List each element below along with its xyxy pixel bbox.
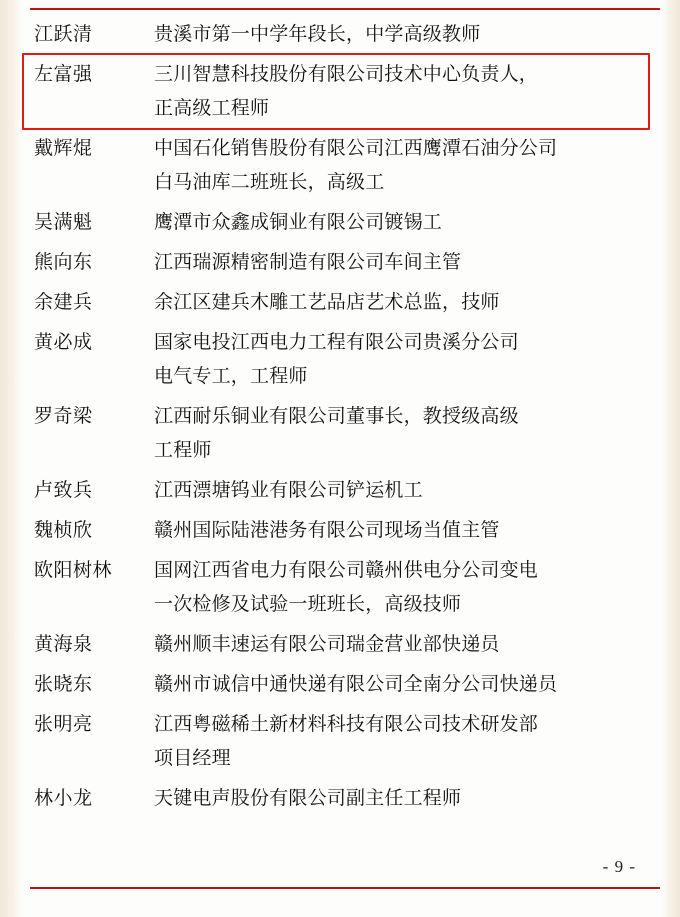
entry-name: 欧阳树林 [34,560,113,581]
list-item [34,400,644,468]
entry-name: 江跃清 [34,24,93,45]
entry-description-line: 三川智慧科技股份有限公司技术中心负责人， [154,64,539,85]
page-left-edge-shading [0,0,22,917]
entry-description-line: 贵溪市第一中学年段长，中学高级教师 [154,24,481,45]
entry-description-line: 江西粤磁稀土新材料科技有限公司技术研发部 [154,714,539,735]
entry-description-line: 项目经理 [154,748,231,769]
list-item [34,132,644,200]
entry-description [154,474,644,508]
entry-description-line: 中国石化销售股份有限公司江西鹰潭石油分公司 [154,138,558,159]
page-top-rule [30,8,660,10]
entry-name: 卢致兵 [34,480,93,501]
entry-description-line: 赣州顺丰速运有限公司瑞金营业部快递员 [154,634,500,655]
entry-name: 张晓东 [34,674,93,695]
entry-name: 林小龙 [34,788,93,809]
entry-description-line: 电气专工，工程师 [154,366,308,387]
entry-name: 张明亮 [34,714,93,735]
list-item [34,246,644,280]
entry-description-line: 赣州市诚信中通快递有限公司全南分公司快递员 [154,674,558,695]
entry-description [154,554,644,622]
entry-name: 黄海泉 [34,634,93,655]
entry-name: 吴满魁 [34,212,93,233]
list-item [34,782,644,816]
entry-description-line: 赣州国际陆港港务有限公司现场当值主管 [154,520,500,541]
entry-description-line: 国家电投江西电力工程有限公司贵溪分公司 [154,332,519,353]
list-item [34,708,644,776]
entry-description [154,668,644,702]
entry-description-line: 天键电声股份有限公司副主任工程师 [154,788,462,809]
page-right-edge-shading [662,0,680,917]
entry-name: 戴辉焜 [34,138,93,159]
entry-description [154,246,644,280]
page-bottom-rule [30,887,660,889]
list-item [34,514,644,548]
entry-description [154,708,644,776]
entry-description [154,400,644,468]
list-item [34,474,644,508]
list-item [34,326,644,394]
entry-name: 余建兵 [34,292,93,313]
entry-description-line: 一次检修及试验一班班长，高级技师 [154,594,462,615]
entry-description-line: 江西漂塘钨业有限公司铲运机工 [154,480,423,501]
entry-description [154,628,644,662]
entry-description-line: 余江区建兵木雕工艺品店艺术总监，技师 [154,292,500,313]
entry-description [154,286,644,320]
entry-description-line: 工程师 [154,440,212,461]
list-item-highlighted [34,58,644,126]
entry-name: 魏桢欣 [34,520,93,541]
entry-description-line: 江西瑞源精密制造有限公司车间主管 [154,252,462,273]
entry-description-line: 国网江西省电力有限公司赣州供电分公司变电 [154,560,539,581]
entry-description-line: 江西耐乐铜业有限公司董事长，教授级高级 [154,406,519,427]
entry-description-line: 正高级工程师 [154,98,270,119]
entry-description [154,132,644,200]
list-item [34,18,644,52]
entry-name: 黄必成 [34,332,93,353]
list-item [34,206,644,240]
list-item [34,554,644,622]
page-number: - 9 - [602,857,636,876]
entry-description [154,326,644,394]
entry-description-line: 鹰潭市众鑫成铜业有限公司镀锡工 [154,212,443,233]
entry-list [34,18,644,822]
list-item [34,628,644,662]
entry-description [154,782,644,816]
entry-name: 左富强 [34,64,93,85]
entry-name: 罗奇梁 [34,406,93,427]
entry-description [154,514,644,548]
list-item [34,286,644,320]
entry-description [154,18,644,52]
entry-name: 熊向东 [34,252,93,273]
entry-description [154,58,644,126]
entry-description [154,206,644,240]
list-item [34,668,644,702]
entry-description-line: 白马油库二班班长，高级工 [154,172,385,193]
